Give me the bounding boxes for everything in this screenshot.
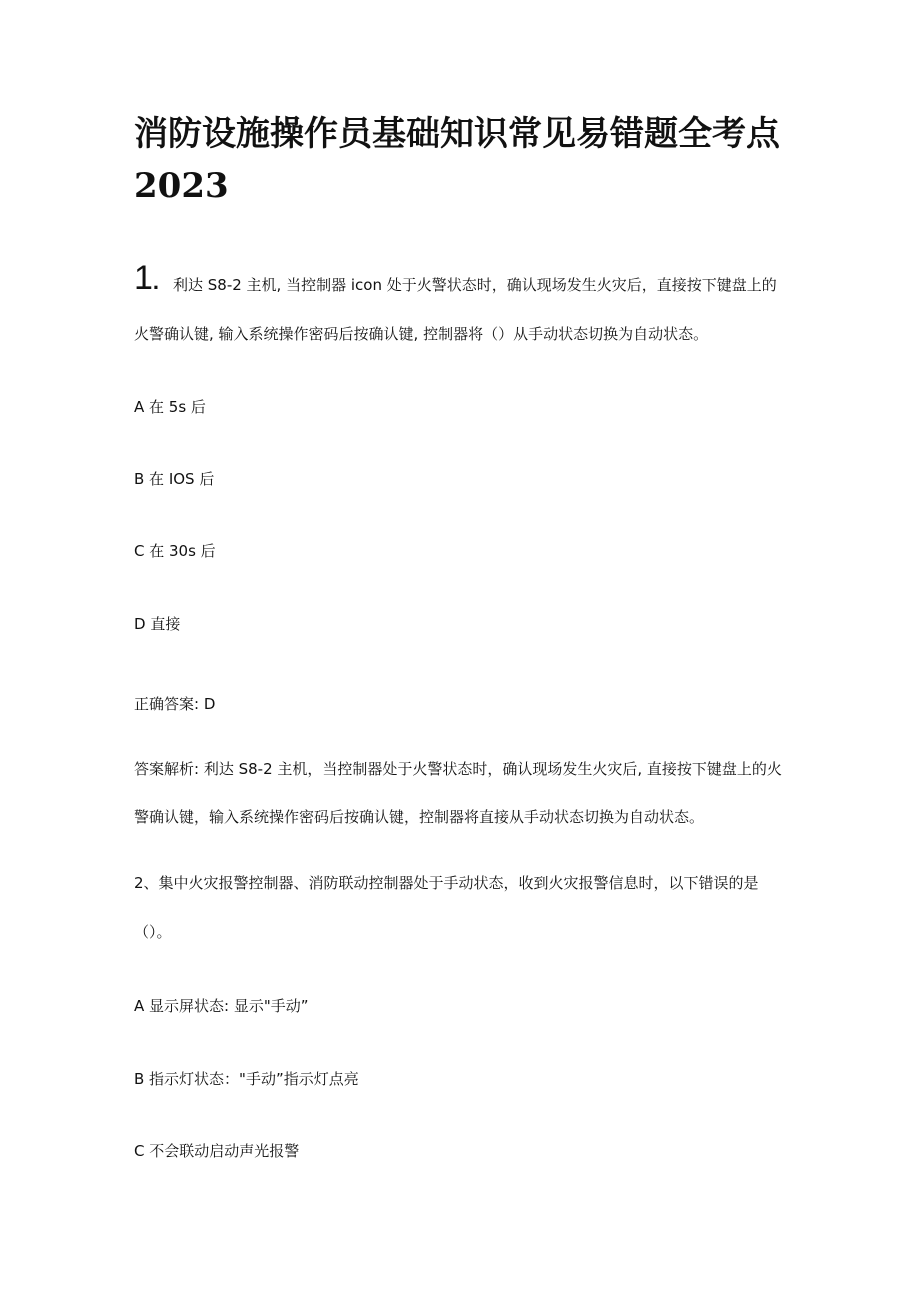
question-1-option-c: C 在 30s 后 [134, 542, 216, 560]
question-2-stem-line-1: 2、集中火灾报警控制器、消防联动控制器处于手动状态，收到火灾报警信息时，以下错误的是 [134, 874, 759, 892]
title-line-2: 2023 [134, 166, 229, 206]
question-1-stem-line-2: 火警确认键, 输入系统操作密码后按确认键, 控制器将（）从手动状态切换为自动状态。 [134, 325, 709, 343]
question-1-option-a: A 在 5s 后 [134, 398, 206, 416]
question-2-option-b: B 指示灯状态："手动”指示灯点亮 [134, 1070, 359, 1088]
question-1-answer: 正确答案: D [134, 695, 216, 713]
question-2-option-c: C 不会联动启动声光报警 [134, 1142, 300, 1160]
question-1-number-digit: 1 [134, 259, 153, 297]
question-1-number [134, 258, 159, 302]
question-1-option-d: D 直接 [134, 615, 181, 633]
question-2-option-a: A 显示屏状态: 显示"手动” [134, 997, 309, 1015]
question-1-stem-line-1: 利达 S8-2 主机, 当控制器 icon 处于火警状态时，确认现场发生火灾后，直接按下键盘上的 [173, 276, 777, 294]
question-1-explanation-line-2: 警确认键，输入系统操作密码后按确认键，控制器将直接从手动状态切换为自动状态。 [134, 808, 705, 826]
document-title [134, 108, 814, 212]
question-1-explanation-line-1: 答案解析: 利达 S8-2 主机，当控制器处于火警状态时，确认现场发生火灾后, 直接按下键盘上的火 [134, 760, 782, 778]
question-2-stem-line-2: （）。 [134, 923, 172, 941]
question-1-number-dot: . [152, 269, 160, 294]
question-1-option-b: B 在 IOS 后 [134, 470, 215, 488]
title-line-1: 消防设施操作员基础知识常见易错题全考点 [134, 114, 780, 154]
